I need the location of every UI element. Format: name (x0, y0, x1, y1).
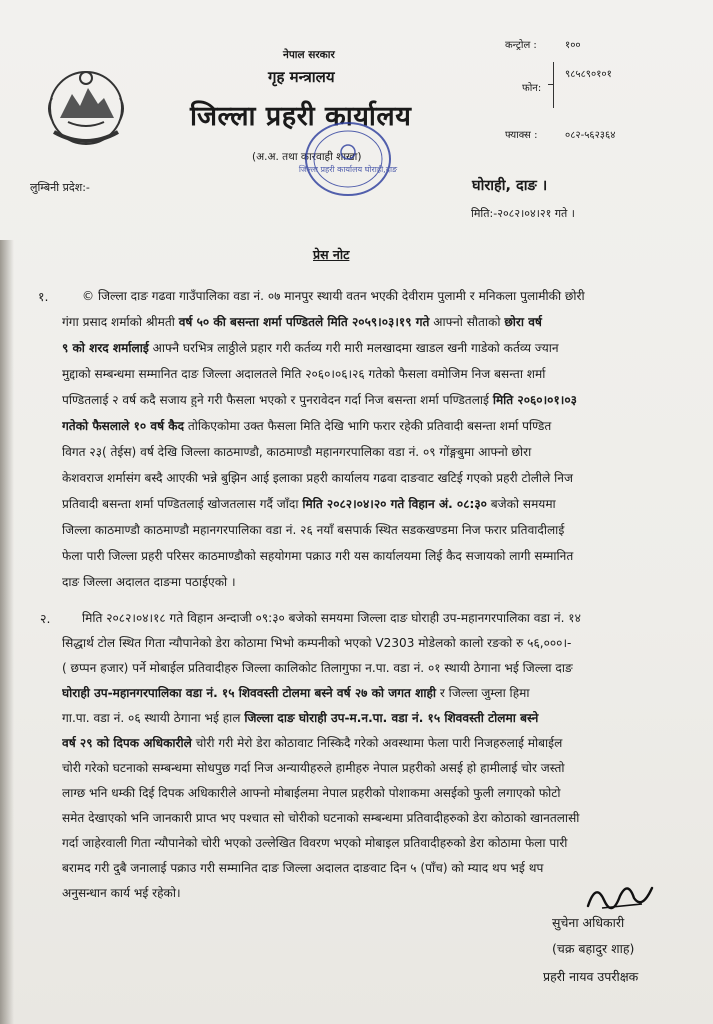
office-stamp-icon (293, 114, 403, 204)
signatory-name: सुचेना अधिकारी (552, 915, 625, 930)
government-name: नेपाल सरकार (283, 49, 335, 61)
paragraph-line: © जिल्ला दाङ गढवा गाउँपालिका वडा नं. ०७ मानपुर स्थायी वतन भएकी देवीराम पुलामी र मनिकला पुलामीकी छोरी (82, 289, 585, 303)
ministry-name: गृह मन्त्रालय (268, 68, 335, 86)
control-value: १०० (565, 40, 581, 51)
province-label: लुम्बिनी प्रदेश:- (30, 181, 90, 194)
paragraph-line: ( छप्पन हजार) पर्ने मोबाईल प्रतिवादीहरु जिल्ला कालिकोट तिलागुफा न.पा. वडा नं. ०१ स्थायी ठेगाना भई जिल्ला दाङ (62, 661, 573, 675)
control-label: कन्ट्रोल : (505, 40, 537, 51)
paragraph-line: लाग्छ भनि धम्की दिई दिपक अधिकारीले आफ्नो मोबाईलमा नेपाल प्रहरीको पोशाकमा असईको फुली लगाएको फोटो (62, 786, 561, 800)
phone-value: ९८५८९०१०१ (565, 69, 612, 80)
paragraph-line: फेला पारी जिल्ला प्रहरी परिसर काठमाण्डौको सहयोगमा पक्राउ गरी यस कार्यालयमा लिई कैद सजायको लागी सम्मानित (62, 549, 574, 563)
stamp-text: जिल्ला प्रहरी कार्यालय घोराही,दाङ (298, 165, 398, 174)
fax-value: ०८२-५६२३६४ (565, 130, 616, 141)
page-edge-shadow (0, 240, 14, 1024)
paragraph-line: पण्डितलाई २ वर्ष कदै सजाय हुने गरी फैसला भएको र पुनरावेदन गर्दा निज बसन्ता शर्मा पण्डितलाई मिति २०६०।०१।०३ (62, 393, 577, 407)
place-name: घोराही, दाङ । (472, 178, 548, 194)
paragraph-line: दाङ जिल्ला अदालत दाङमा पठाईएको । (62, 575, 236, 589)
paragraph-line: गंगा प्रसाद शर्माको श्रीमती वर्ष ५० की बसन्ता शर्मा पण्डितले मिति २०५९।०३।१९ गते आफ्नो सौताको छोरा वर्ष (62, 315, 542, 329)
paragraph-line: मिति २०८२।०४।१८ गते विहान अन्दाजी ०९:३० बजेको समयमा जिल्ला दाङ घोराही उप-महानगरपालिका वडा नं. १४ (82, 611, 581, 625)
paragraph-line: सिद्धार्थ टोल स्थित गिता न्यौपानेको डेरा कोठामा भिभो कम्पनीको भएको V2303 मोडेलको कालो रङको रु ५६,०००।- (62, 636, 572, 650)
paragraph-line: गर्दा जाहेरवाली गिता न्यौपानेको चोरी भएको उल्लेखित विवरण भएको मोबाइल प्रतिवादीहरुको डेरा कोठामा फेला पारी (62, 836, 568, 850)
officer-name: (चक्र बहादुर शाह) (552, 941, 635, 956)
paragraph-line: चोरी गरेको घटनाको सम्बन्धमा सोधपुछ गर्दा निज अन्यायीहरुले हामीहरु नेपाल प्रहरीको असई हो हामीलाई चोर जस्तो (62, 761, 565, 775)
paragraph-line: जिल्ला काठमाण्डौ काठमाण्डौ महानगरपालिका वडा नं. २६ नयाँ बसपार्क स्थित सडकखण्डमा निज फरार प्रतिवादीलाई (62, 523, 565, 537)
paragraph-line: गा.पा. वडा नं. ०६ स्थायी ठेगाना भई हाल जिल्ला दाङ घोराही उप-म.न.पा. वडा नं. १५ शिववस्ती टोलमा बस्ने (62, 711, 539, 725)
paragraph-line: प्रतिवादी बसन्ता शर्मा पण्डितलाई खोजतलास गर्दै जाँदा मिति २०८२।०४।२० गते विहान अं. ०८:३० बजेको समयमा (62, 497, 556, 511)
nepal-emblem-icon (38, 58, 134, 154)
fax-label: फ्याक्स : (505, 130, 538, 141)
paragraph-line: घोराही उप-महानगरपालिका वडा नं. १५ शिववस्ती टोलमा बस्ने वर्ष २७ को जगत शाही र जिल्ला जुम्ला हिमा (62, 686, 530, 700)
press-note-title: प्रेस नोट (313, 247, 350, 262)
office-title: जिल्ला प्रहरी कार्यालय (190, 101, 412, 132)
paragraph-line: ९ को शरद शर्मालाई आफ्नै घरभित्र लाठ्ठीले प्रहार गरी कर्तव्य गरी मारी मलखादमा खाडल खनी गाडेको कर्तव्य ज्यान (62, 341, 559, 355)
paragraph-line: अनुसन्धान कार्य भई रहेको। (62, 886, 181, 900)
officer-designation: प्रहरी नायव उपरीक्षक (543, 969, 639, 984)
paragraph-line: समेत देखाएको भनि जानकारी प्राप्त भए पश्चात सो चोरीको घटनाको सम्बन्धमा प्रतिवादीहरुको डेरा कोठाको खानतलासी (62, 811, 580, 825)
paragraph-line: वर्ष २९ को दिपक अधिकारीले चोरी गरी मेरो डेरा कोठावाट निस्किदै गरेको अवस्थामा फेला पारी निजहरुलाई मोबाईल (62, 736, 563, 750)
issue-date: मिति:-२०८२।०४।२१ गते । (471, 207, 575, 220)
paragraph-line: केशवराज शर्मासंग बस्दै आएकी भन्ने बुझिन आई इलाका प्रहरी कार्यालय गढवा दाङवाट खटिई गएको प्रहरी टोलीले निज (62, 471, 573, 485)
item-number: १. (38, 289, 49, 304)
signature-mark-icon (582, 876, 662, 916)
paragraph-line: मुद्दाको सम्बन्धमा सम्मानित दाङ जिल्ला अदालतले मिति २०६०।०६।२६ गतेको फैसला वमोजिम निज बसन्ता शर्मा (62, 367, 546, 381)
paragraph-line: बरामद गरी दुबै जनालाई पक्राउ गरी सम्मानित दाङ जिल्ला अदालत दाङवाट दिन ५ (पाँच) को म्याद थप भई थप (62, 861, 544, 875)
paragraph-line: गतेको फैसलाले १० वर्ष कैद तोकिएकोमा उक्त फैसला मिति देखि भागि फरार रहेकी प्रतिवादी बसन्ता शर्मा पण्डित (62, 419, 552, 433)
paragraph-line: विगत २३( तेईस) वर्ष देखि जिल्ला काठमाण्डौ, काठमाण्डौ महानगरपालिका वडा नं. ०९ गोंङ्गबुमा आफ्नो छोरा (62, 445, 532, 459)
phone-label: फोन: (522, 83, 542, 94)
phone-brace (553, 62, 562, 108)
section-name: (अ.अ. तथा कारवाही शाखा) (252, 151, 362, 163)
item-number: २. (40, 611, 51, 626)
